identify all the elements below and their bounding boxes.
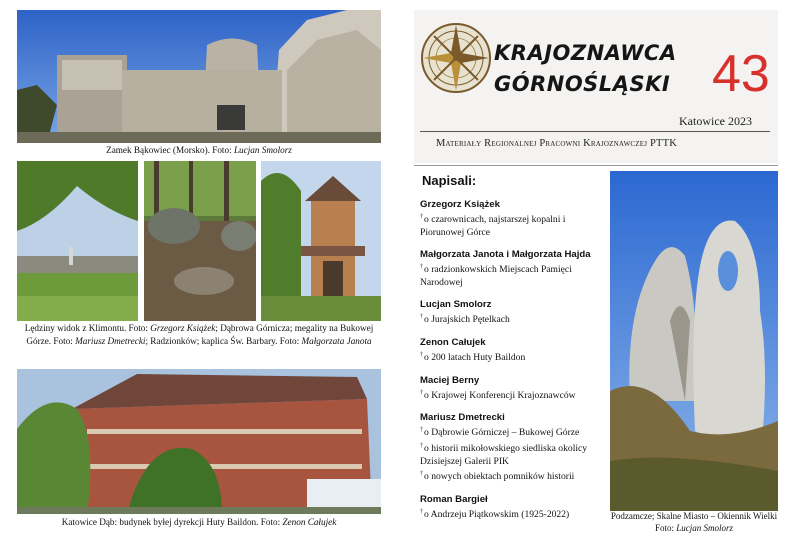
masthead-title-line1: KRAJOZNAWCA	[494, 41, 677, 65]
masthead-title-line2: GÓRNOŚLĄSKI	[494, 72, 671, 96]
entry-article: †o 200 latach Huty Baildon	[420, 352, 526, 364]
entry-author: Lucjan Smolorz	[420, 299, 492, 311]
entry-article: †o nowych obiektach pomników historii	[420, 471, 575, 483]
entry-article: †o radzionkowskich Miejscach Pamięci Narodowej	[420, 264, 572, 288]
entry-article: †o Krajowej Konferencji Krajoznawców	[420, 389, 576, 401]
building-caption-author: Zenon Całujek	[282, 517, 337, 527]
masthead-rule	[420, 131, 770, 132]
entry-author: Grzegorz Książek	[420, 199, 500, 210]
entry-article: †o Andrzeju Piątkowskim (1925-2022)	[420, 509, 570, 521]
building-caption: Katowice Dąb: budynek byłej dyrekcji Huty Baildon. Foto: Zenon Całujek	[61, 517, 337, 527]
okiennik-rock-photo	[610, 171, 778, 511]
masthead-bottom-rule	[414, 165, 778, 166]
strip-caption: Lędziny widok z Klimontu. Foto: Grzegorz Książek; Dąbrowa Górnicza; megality na Bukowej Górze. Foto: Mariusz Dmetrecki; Radzionków; kaplica Św. Barbary. Foto: Małgorzata Janota	[24, 323, 374, 346]
chapel-photo	[261, 161, 381, 321]
entry-author: Maciej Berny	[420, 374, 480, 386]
entry-author: Roman Bargieł	[420, 494, 488, 505]
list-item	[420, 493, 605, 522]
entry-article: †o czarownicach, najstarszej kopalni i Piorunowej Górce	[420, 214, 566, 238]
list-item	[420, 374, 605, 403]
list-item	[420, 411, 605, 484]
toc-heading: Napisali:	[422, 173, 477, 188]
rock-caption-author: Lucjan Smolorz	[676, 522, 734, 533]
list-item	[420, 248, 605, 289]
entry-author: Małgorzata Janota i Małgorzata Hajda	[420, 249, 591, 261]
ledziny-view-photo	[17, 161, 138, 321]
castle-photo	[17, 10, 381, 143]
compass-rose-icon	[420, 22, 492, 94]
entry-author: Zenon Całujek	[420, 337, 486, 349]
rock-caption: Podzamcze; Skalne Miasto – Okiennik Wielki Foto: Lucjan Smolorz	[610, 511, 778, 533]
castle-caption: Zamek Bąkowiec (Morsko). Foto: Lucjan Smolorz	[106, 145, 292, 155]
issue-number: 43	[712, 45, 770, 103]
entry-article: †o Dąbrowie Górniczej – Bukowej Górze	[420, 427, 580, 439]
entry-author: Mariusz Dmetrecki	[420, 412, 505, 424]
castle-caption-author: Lucjan Smolorz	[233, 145, 292, 155]
entry-article: †o Jurajskich Pętelkach	[420, 314, 510, 326]
list-item	[420, 298, 605, 327]
entry-article: †o historii mikołowskiego siedliska okolicy Dzisiejszej Galerii PIK	[420, 443, 588, 467]
list-item	[420, 336, 605, 365]
masthead-subtitle: Materiały Regionalnej Pracowni Krajoznawczej PTTK	[436, 138, 678, 149]
masthead	[414, 10, 778, 163]
baildon-building-photo	[17, 369, 381, 514]
city-year: Katowice 2023	[679, 114, 752, 128]
contributors-list	[420, 168, 605, 531]
list-item	[420, 198, 605, 239]
megaliths-photo	[144, 161, 256, 321]
